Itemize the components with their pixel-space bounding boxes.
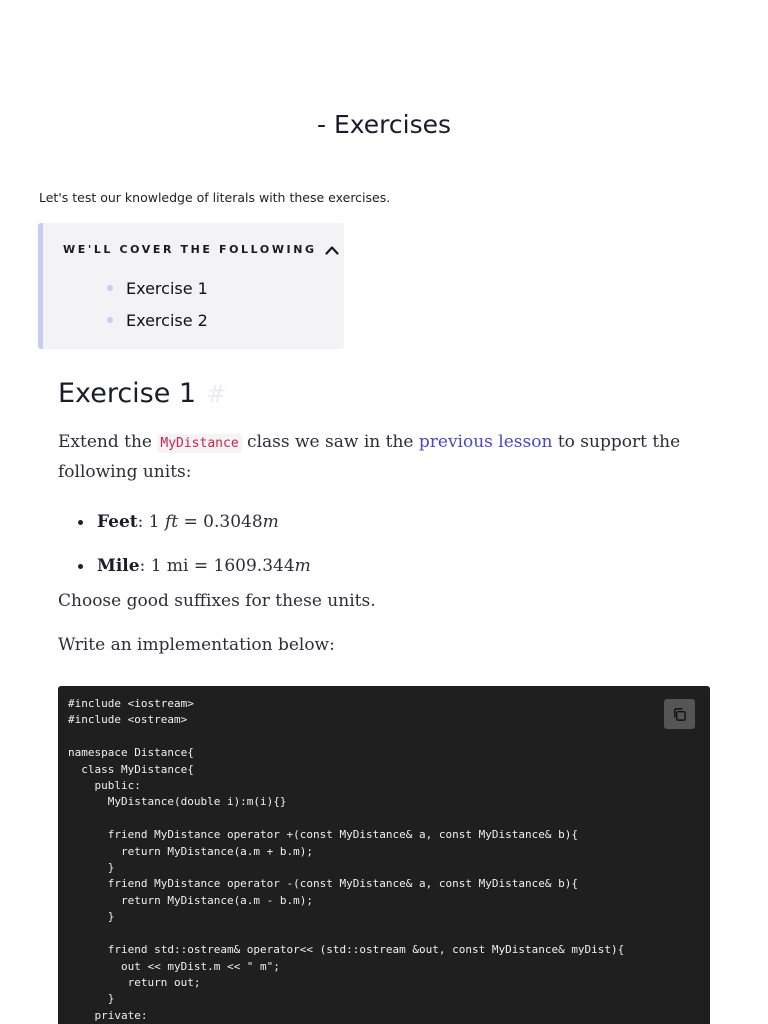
copy-icon [672,707,687,722]
exercise-1-heading-text: Exercise 1 [58,378,197,409]
code-line: out << myDist.m << " m"; [68,959,280,973]
unit-sep: : 1 [137,512,165,532]
code-line: } [68,861,115,875]
description-text: to support the following units: [58,432,681,482]
heading-anchor-link[interactable]: # [206,380,227,408]
list-item-feet [78,500,311,544]
previous-lesson-link[interactable]: previous lesson [418,432,553,452]
toc-header-label: WE'LL COVER THE FOLLOWING [63,243,317,256]
target-symbol: m [294,556,311,576]
toc-panel [38,223,344,349]
units-list [78,500,311,588]
unit-equals: = 0.3048 [178,512,263,532]
list-item-mile [78,544,311,588]
unit-sep: : 1 mi = 1609.344 [139,556,295,576]
implementation-note: Write an implementation below: [58,635,335,655]
toc-list [103,272,208,336]
code-line: friend std::ostream& operator<< (std::ostream &out, const MyDistance& myDist){ [68,943,625,957]
copy-button[interactable] [664,699,695,729]
code-line: return MyDistance(a.m - b.m); [68,893,314,907]
page-title: - Exercises [316,110,452,139]
bullet-icon [78,520,83,525]
code-line: public: [68,779,141,793]
inline-code-mydistance: MyDistance [157,434,241,453]
bullet-icon [107,317,113,323]
code-line [68,729,624,745]
code-line: #include <ostream> [68,713,188,727]
code-line: #include <iostream> [68,697,194,710]
description-text: Extend the [58,432,158,452]
toc-item-exercise-2[interactable] [103,304,208,336]
bullet-icon [107,285,113,291]
exercise-1-heading [58,378,226,409]
code-line: class MyDistance{ [68,762,194,776]
unit-name: Feet [97,512,138,532]
intro-text: Let's test our knowledge of literals with these exercises. [39,190,391,205]
code-line: namespace Distance{ [68,746,194,760]
toc-item-label: Exercise 1 [126,278,208,298]
code-line [68,926,624,942]
code-line: friend MyDistance operator +(const MyDistance& a, const MyDistance& b){ [68,828,578,842]
code-line [68,811,624,827]
unit-symbol: ft [164,512,179,532]
code-line: private: [68,1008,148,1022]
code-line: } [68,910,115,924]
toc-item-label: Exercise 2 [126,310,208,330]
unit-name: Mile [97,556,140,576]
exercise-1-description [58,428,698,486]
target-symbol: m [262,512,279,532]
toc-header[interactable] [63,243,339,256]
code-line: MyDistance(double i):m(i){} [68,795,287,809]
code-editor[interactable] [58,686,710,1024]
toc-item-exercise-1[interactable] [103,272,208,304]
chevron-up-icon[interactable] [325,245,339,255]
suffix-note: Choose good suffixes for these units. [58,591,376,611]
code-line: return MyDistance(a.m + b.m); [68,844,314,858]
description-text: class we saw in the [241,432,419,452]
code-line: } [68,992,115,1006]
code-content[interactable] [68,696,624,1024]
bullet-icon [78,564,83,569]
code-line: return out; [68,975,201,989]
code-line: friend MyDistance operator -(const MyDistance& a, const MyDistance& b){ [68,877,578,891]
